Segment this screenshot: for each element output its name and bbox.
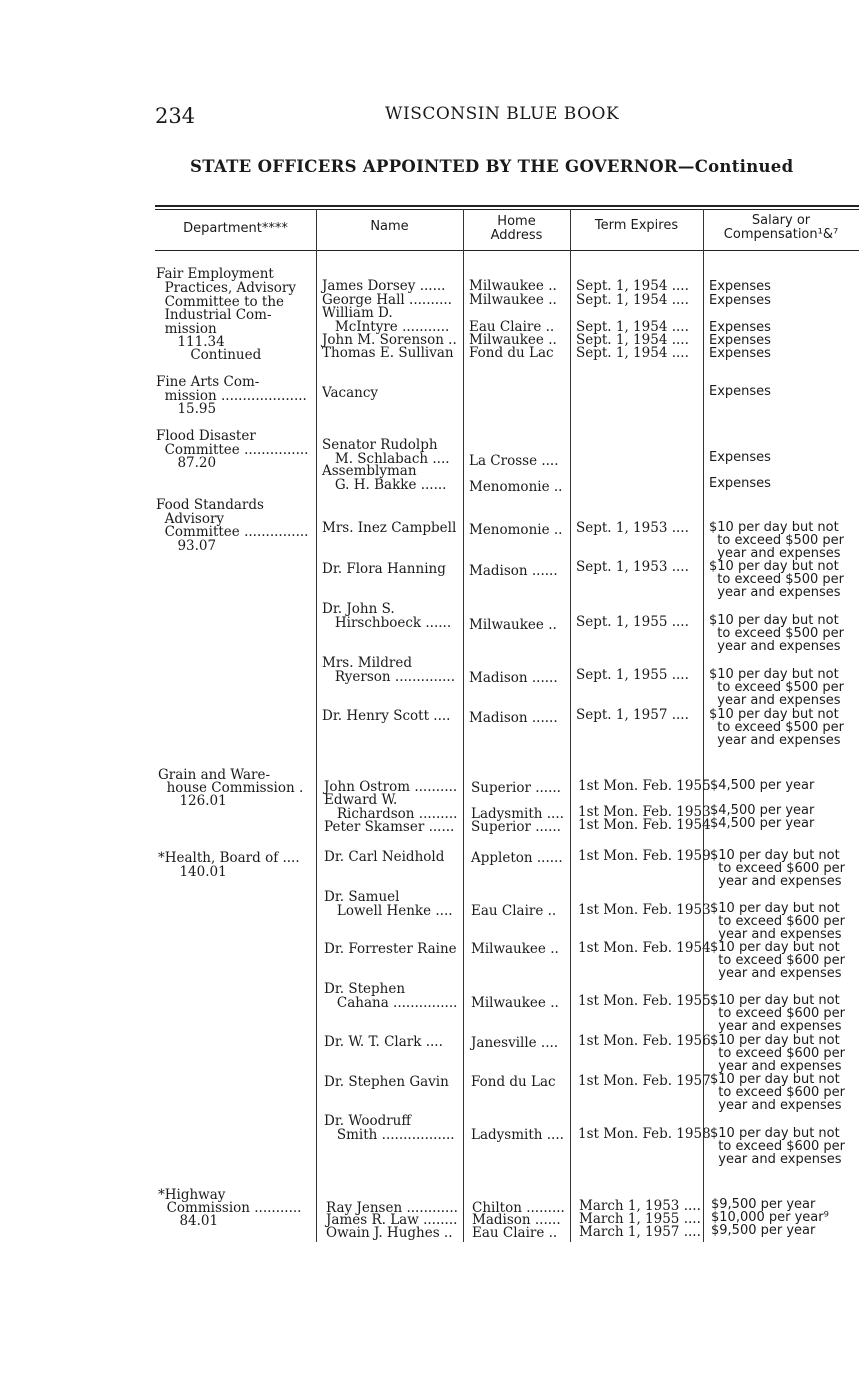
officer-name: Senator Rudolph — [322, 437, 438, 453]
home-address: Milwaukee .. — [469, 278, 557, 294]
dept-line: 15.95 — [156, 401, 217, 417]
compensation: $4,500 per year — [710, 778, 815, 793]
compensation: year and expenses — [709, 585, 841, 600]
compensation: Expenses — [709, 346, 771, 361]
home-address: Ladysmith .... — [471, 806, 564, 822]
dept-line: Continued — [156, 347, 262, 363]
home-address: Chilton ......... — [472, 1200, 565, 1216]
compensation: $10 per day but not — [710, 1126, 840, 1141]
compensation: $9,500 per year — [711, 1223, 816, 1238]
compensation: year and expenses — [710, 1019, 842, 1034]
header-address: Address — [490, 228, 543, 243]
dept-line: Food Standards — [156, 497, 264, 513]
compensation: $10 per day but not — [710, 1033, 840, 1048]
compensation: $4,500 per year — [710, 816, 815, 831]
officer-name: Ray Jensen ............ — [326, 1200, 458, 1216]
compensation: year and expenses — [710, 1098, 842, 1113]
compensation: to exceed $600 per — [710, 1139, 846, 1154]
officer-name: Edward W. — [324, 792, 398, 808]
compensation: to exceed $600 per — [710, 1085, 846, 1100]
dept-line: mission — [156, 321, 217, 337]
compensation: year and expenses — [710, 874, 842, 889]
officer-name: Vacancy — [322, 385, 379, 401]
term-expires: 1st Mon. Feb. 1953 — [578, 902, 711, 918]
compensation: $10,000 per year⁹ — [711, 1210, 829, 1225]
dept-line: 111.34 — [156, 334, 225, 350]
term-expires: 1st Mon. Feb. 1958 — [578, 1126, 711, 1142]
officer-name: Thomas E. Sullivan — [322, 345, 454, 361]
column-divider — [316, 209, 317, 1242]
dept-line: Grain and Ware- — [158, 767, 271, 783]
officer-name: John M. Sorenson .. — [322, 332, 457, 348]
compensation: to exceed $600 per — [710, 1006, 846, 1021]
compensation: $10 per day but not — [710, 848, 840, 863]
compensation: $10 per day but not — [710, 1072, 840, 1087]
header-home: Home — [497, 214, 536, 229]
dept-line: mission .................... — [156, 388, 307, 404]
compensation: $10 per day but not — [709, 520, 839, 535]
officer-name: Dr. Stephen — [324, 981, 406, 997]
header-compensation: Compensation¹&⁷ — [723, 227, 839, 242]
home-address: Eau Claire .. — [471, 903, 557, 919]
officer-name: Dr. Stephen Gavin — [324, 1074, 449, 1090]
home-address: Milwaukee .. — [469, 617, 557, 633]
term-expires: 1st Mon. Feb. 1954 — [578, 940, 711, 956]
compensation: year and expenses — [709, 639, 841, 654]
term-expires: 1st Mon. Feb. 1955 — [578, 993, 711, 1009]
officer-name: Dr. Carl Neidhold — [324, 849, 445, 865]
officer-name: Lowell Henke .... — [324, 903, 453, 919]
term-expires: Sept. 1, 1954 .... — [576, 292, 689, 308]
compensation: Expenses — [709, 279, 771, 294]
table-top-rule — [155, 205, 859, 207]
officer-name: Dr. Woodruff — [324, 1113, 411, 1129]
home-address: Fond du Lac — [469, 345, 554, 361]
home-address: Milwaukee .. — [469, 332, 557, 348]
officer-name: Cahana ............... — [324, 995, 458, 1011]
term-expires: Sept. 1, 1955 .... — [576, 614, 689, 630]
officer-name: Dr. W. T. Clark .... — [324, 1034, 443, 1050]
officer-name: James Dorsey ...... — [322, 278, 446, 294]
officer-name: Ryerson .............. — [322, 669, 455, 685]
officer-name: Assemblyman — [322, 463, 417, 479]
compensation: year and expenses — [709, 693, 841, 708]
officer-name: McIntyre ........... — [322, 319, 450, 335]
compensation: $10 per day but not — [709, 707, 839, 722]
dept-line: *Health, Board of .... — [158, 850, 300, 866]
home-address: Menomonie .. — [469, 479, 563, 495]
officer-name: Dr. Samuel — [324, 889, 400, 905]
dept-line: Committee ............... — [156, 442, 309, 458]
compensation: Expenses — [709, 333, 771, 348]
home-address: La Crosse .... — [469, 453, 559, 469]
compensation: $10 per day but not — [710, 901, 840, 916]
term-expires: Sept. 1, 1955 .... — [576, 667, 689, 683]
officer-name: M. Schlabach .... — [322, 451, 450, 467]
home-address: Madison ...... — [469, 670, 558, 686]
dept-line: 140.01 — [158, 864, 227, 880]
term-expires: March 1, 1955 .... — [579, 1211, 701, 1227]
officer-name: Smith ................. — [324, 1127, 455, 1143]
officer-name: Hirschboeck ...... — [322, 615, 452, 631]
home-address: Janesville .... — [471, 1035, 559, 1051]
header-name: Name — [370, 219, 409, 234]
compensation: Expenses — [709, 293, 771, 308]
compensation: Expenses — [709, 320, 771, 335]
home-address: Milwaukee .. — [471, 941, 559, 957]
page-number: 234 — [155, 104, 196, 128]
home-address: Ladysmith .... — [471, 1127, 564, 1143]
term-expires: 1st Mon. Feb. 1957 — [578, 1073, 711, 1089]
term-expires: Sept. 1, 1954 .... — [576, 345, 689, 361]
home-address: Menomonie .. — [469, 522, 563, 538]
home-address: Milwaukee .. — [471, 995, 559, 1011]
compensation: to exceed $500 per — [709, 572, 845, 587]
officer-name: Dr. Forrester Raine — [324, 941, 457, 957]
dept-line: Advisory — [156, 511, 225, 527]
compensation: year and expenses — [710, 966, 842, 981]
dept-line: 93.07 — [156, 538, 217, 554]
compensation: to exceed $500 per — [709, 626, 845, 641]
officer-name: Owain J. Hughes .. — [326, 1225, 453, 1241]
header-bottom-rule — [155, 250, 859, 251]
home-address: Madison ...... — [472, 1212, 561, 1228]
term-expires: 1st Mon. Feb. 1955 — [578, 778, 711, 794]
dept-line: Commission ........... — [158, 1200, 302, 1216]
officer-name: George Hall .......... — [322, 292, 452, 308]
term-expires: Sept. 1, 1957 .... — [576, 707, 689, 723]
term-expires: Sept. 1, 1954 .... — [576, 332, 689, 348]
compensation: $9,500 per year — [711, 1197, 816, 1212]
officer-name: Dr. John S. — [322, 601, 395, 617]
dept-line: 126.01 — [158, 793, 227, 809]
dept-line: Flood Disaster — [156, 428, 256, 444]
header-salary: Salary or — [751, 213, 811, 228]
officer-name: William D. — [322, 305, 393, 321]
dept-line: Committee ............... — [156, 524, 309, 540]
officer-name: G. H. Bakke ...... — [322, 477, 447, 493]
compensation: Expenses — [709, 450, 771, 465]
header-term: Term Expires — [594, 218, 679, 233]
compensation: to exceed $500 per — [709, 680, 845, 695]
dept-line: house Commission . — [158, 780, 304, 796]
column-divider — [463, 209, 464, 1242]
term-expires: March 1, 1953 .... — [579, 1198, 701, 1214]
dept-line: Industrial Com- — [156, 307, 272, 323]
home-address: Madison ...... — [469, 563, 558, 579]
dept-line: *Highway — [158, 1187, 226, 1203]
compensation: year and expenses — [710, 1059, 842, 1074]
dept-line: Practices, Advisory — [156, 280, 297, 296]
dept-line: Fine Arts Com- — [156, 374, 260, 390]
compensation: $10 per day but not — [709, 613, 839, 628]
officer-name: Dr. Henry Scott .... — [322, 708, 451, 724]
home-address: Eau Claire .. — [469, 319, 555, 335]
term-expires: Sept. 1, 1954 .... — [576, 319, 689, 335]
home-address: Superior ...... — [471, 819, 561, 835]
compensation: year and expenses — [709, 546, 841, 561]
officer-name: Peter Skamser ...... — [324, 819, 455, 835]
compensation: $4,500 per year — [710, 803, 815, 818]
term-expires: Sept. 1, 1954 .... — [576, 278, 689, 294]
running-head: WISCONSIN BLUE BOOK — [385, 104, 620, 124]
term-expires: 1st Mon. Feb. 1954 — [578, 817, 711, 833]
compensation: $10 per day but not — [710, 993, 840, 1008]
compensation: year and expenses — [710, 927, 842, 942]
term-expires: March 1, 1957 .... — [579, 1224, 701, 1240]
term-expires: 1st Mon. Feb. 1956 — [578, 1033, 711, 1049]
compensation: $10 per day but not — [709, 559, 839, 574]
compensation: to exceed $600 per — [710, 1046, 846, 1061]
dept-line: Committee to the — [156, 294, 285, 310]
home-address: Superior ...... — [471, 780, 561, 796]
term-expires: 1st Mon. Feb. 1959 — [578, 848, 711, 864]
compensation: Expenses — [709, 476, 771, 491]
compensation: $10 per day but not — [710, 940, 840, 955]
column-divider — [570, 209, 571, 1242]
compensation: to exceed $500 per — [709, 720, 845, 735]
term-expires: Sept. 1, 1953 .... — [576, 520, 689, 536]
dept-line: Fair Employment — [156, 266, 274, 282]
home-address: Appleton ...... — [471, 850, 563, 866]
home-address: Milwaukee .. — [469, 292, 557, 308]
home-address: Madison ...... — [469, 710, 558, 726]
home-address: Fond du Lac — [471, 1074, 556, 1090]
compensation: to exceed $600 per — [710, 914, 846, 929]
dept-line: 87.20 — [156, 455, 217, 471]
table-top-rule-thin — [155, 209, 859, 210]
compensation: to exceed $500 per — [709, 533, 845, 548]
home-address: Eau Claire .. — [472, 1225, 558, 1241]
compensation: to exceed $600 per — [710, 861, 846, 876]
header-department: Department**** — [183, 221, 288, 236]
officer-name: Dr. Flora Hanning — [322, 561, 446, 577]
section-title: STATE OFFICERS APPOINTED BY THE GOVERNOR—Continued — [190, 157, 794, 176]
compensation: Expenses — [709, 384, 771, 399]
officer-name: James R. Law ........ — [326, 1212, 458, 1228]
officer-name: Richardson ......... — [324, 806, 458, 822]
officer-name: Mrs. Mildred — [322, 655, 412, 671]
term-expires: 1st Mon. Feb. 1953 — [578, 804, 711, 820]
compensation: to exceed $600 per — [710, 953, 846, 968]
officer-name: Mrs. Inez Campbell — [322, 520, 457, 536]
term-expires: Sept. 1, 1953 .... — [576, 559, 689, 575]
dept-line: 84.01 — [158, 1213, 219, 1229]
compensation: year and expenses — [710, 1152, 842, 1167]
officer-name: John Ostrom .......... — [324, 779, 458, 795]
compensation: year and expenses — [709, 733, 841, 748]
compensation: $10 per day but not — [709, 667, 839, 682]
